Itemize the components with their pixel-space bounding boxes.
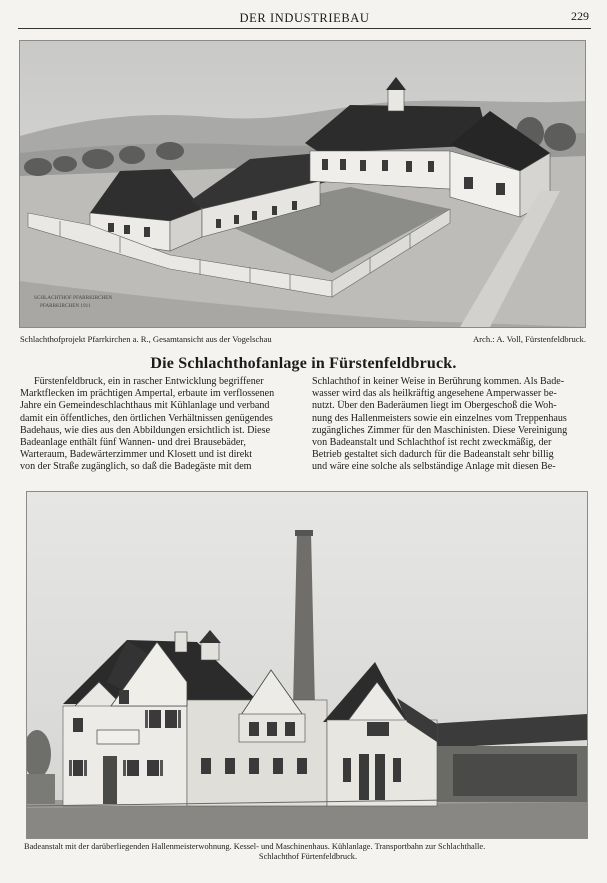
aerial-view-illustration — [20, 41, 585, 327]
article-body — [20, 376, 588, 482]
building-photograph — [26, 491, 588, 839]
building-photo-illustration — [27, 492, 587, 838]
text-line: Warteraum, Badewärterzimmer und Klosett und ist direkt — [20, 449, 253, 461]
text-line: nung des Hallenmeisters sowie ein einzelnes vom Treppenhaus — [312, 412, 567, 424]
text-line: Badehaus, wie dies aus den Abbildungen ersichtlich ist. Diese — [20, 424, 271, 436]
figure2-caption — [24, 842, 592, 868]
text-line: von der Straße zugänglich, so daß die Badegäste mit dem — [20, 461, 252, 473]
text-line: Schlachthof in keiner Weise in Berührung kommen. Als Bade- — [312, 376, 565, 387]
article-title: Die Schlachthofanlage in Fürstenfeldbruck. — [150, 355, 457, 372]
figure1-caption-right: Arch.: A. Voll, Fürstenfeldbruck. — [472, 334, 586, 344]
page-number: 229 — [571, 9, 589, 23]
drawing-inscription-line2: PFARRKIRCHEN 1911 — [40, 303, 91, 309]
text-line: Betrieb gestaltet sich dadurch für die Badeanstalt sehr billig — [312, 449, 554, 461]
running-header — [18, 8, 591, 29]
figure2-caption-line1: Badeanstalt mit der darüberliegenden Hallenmeisterwohnung. Kessel- und Maschinenhaus. Kühlanlage. Transportbahn zur Schlachthalle. — [24, 842, 486, 851]
text-line: wasser wird das als heilkräftig angesehene Amperwasser be- — [312, 388, 557, 400]
figure2-caption-line2: Schlachthof Fürtenfeldbruck. — [258, 852, 358, 861]
text-line: Badeanlage enthält fünf Wannen- und drei Brausebäder, — [20, 436, 246, 448]
right-column — [312, 376, 591, 474]
aerial-view-drawing — [19, 40, 586, 328]
text-line: von Badeanstalt und Schlachthof ist recht zweckmäßig, der — [312, 436, 552, 448]
text-line: Marktflecken im prächtigen Ampertal, erbaute im verflossenen — [20, 388, 275, 400]
text-line: Fürstenfeldbruck, ein in rascher Entwicklung begriffener — [34, 376, 264, 387]
text-line: Jahre ein Gemeindeschlachthaus mit Kühlanlage und verband — [20, 400, 270, 412]
text-line: zugängliches Zimmer für den Maschinisten. Diese Vereinigung — [312, 424, 568, 436]
left-column — [20, 376, 299, 474]
text-line: und wäre eine solche als selbständige Anlage mit diesen Be- — [312, 461, 556, 473]
text-line: damit ein öffentliches, den örtlichen Verhältnissen genügendes — [20, 412, 273, 424]
journal-title: DER INDUSTRIEBAU — [239, 11, 370, 25]
figure1-caption — [20, 334, 586, 348]
text-line: nutzt. Über den Baderäumen liegt im Obergeschoß die Woh- — [312, 400, 557, 412]
figure1-caption-left: Schlachthofprojekt Pfarrkirchen a. R., Gesamtansicht aus der Vogelschau — [20, 334, 272, 344]
drawing-inscription-line1: SCHLACHTHOF PFARRKIRCHEN — [34, 295, 113, 301]
